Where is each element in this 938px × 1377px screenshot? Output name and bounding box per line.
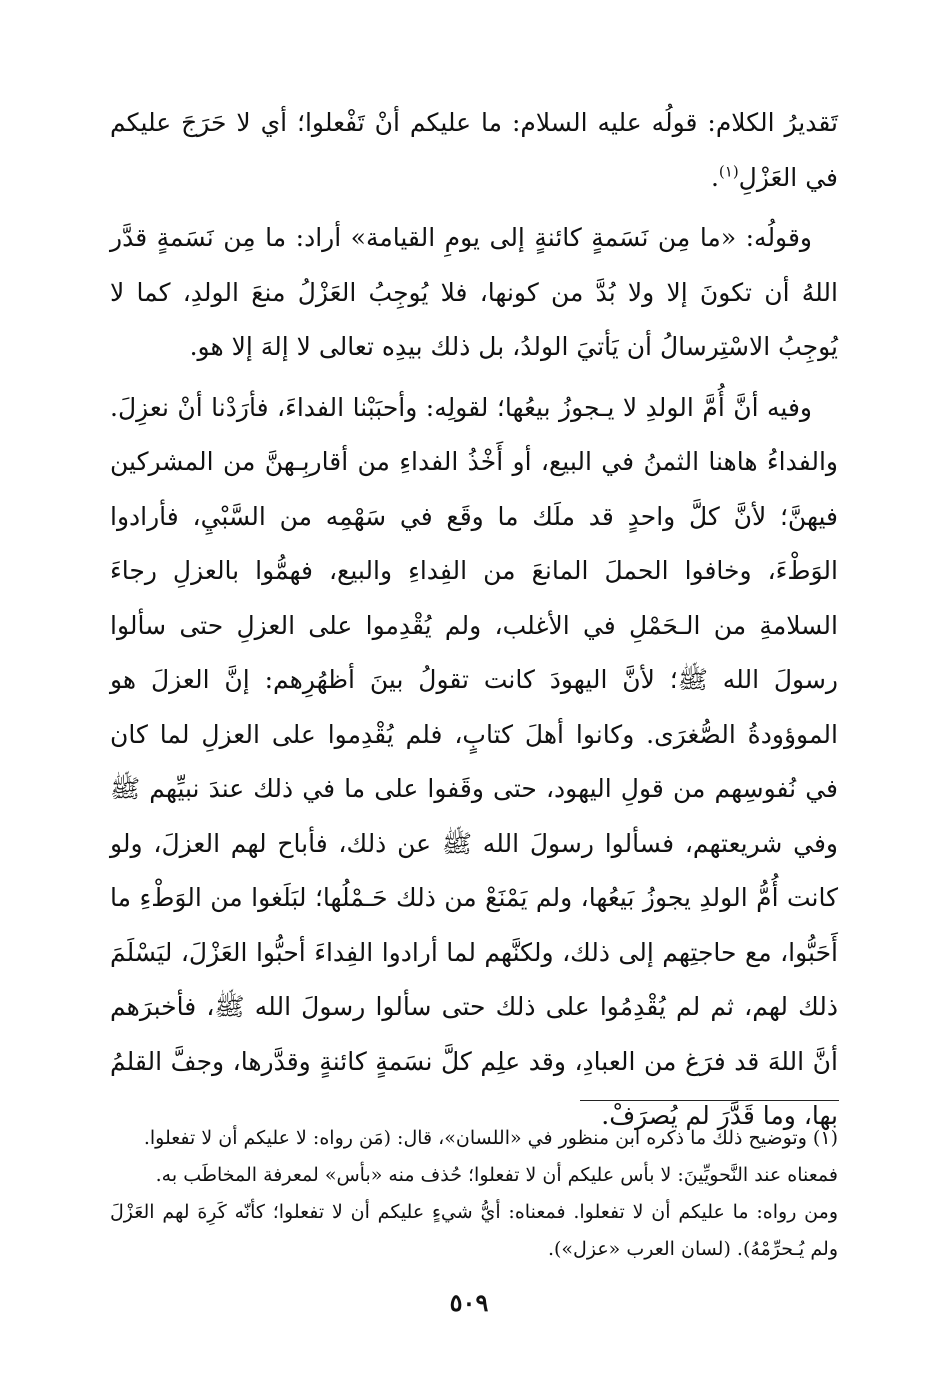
paragraph-1 [110, 96, 838, 205]
paragraph-2: وقولُه: «ما مِن نَسَمةٍ كائنةٍ إلى يومِ القيامة» أراد: ما مِن نَسَمةٍ قدَّر اللهُ أن تكونَ إلا ولا بُدَّ من كونها، فلا يُوجِبُ العَزْلُ منعَ الولدِ، كما لا يُوجِبُ الاسْتِرسالُ أن يَأتيَ الولدُ، بل ذلك بيدِه تعالى لا إلهَ إلا هو. [110, 223, 838, 361]
footnotes-block [110, 1120, 838, 1268]
paragraph-3: وفيه أنَّ أُمَّ الولدِ لا يـجوزُ بيعُها؛ لقولِه: وأحبَبْنا الفداءَ، فأرَدْنا أنْ نعزِلَ. والفداءُ هاهنا الثمنُ في البيع، أو أَخْذُ الفداءِ من أقاربِـهنَّ من المشركين فيهنَّ؛ لأنَّ كلَّ واحدٍ قد ملَك ما وقَع في سَهْمِه من السَّبْيِ، فأرادوا الوَطْءَ، وخافوا الحملَ المانعَ من الفِداءِ والبيع، فهمُّوا بالعزلِ رجاءَ السلامةِ من الـحَمْلِ في الأغلب، ولم يُقْدِموا على العزلِ حتى سألوا رسولَ الله ﷺ؛ لأنَّ اليهودَ كانت تقولُ بينَ أظهُرِهم: إنَّ العزلَ هو الموؤودةُ الصُّغرَى. وكانوا أهلَ كتابٍ، فلم يُقْدِموا على العزلِ لما كان في نُفوسِهم من قولِ اليهود، حتى وقَفوا على ما في ذلك عندَ نبيِّهم ﷺ وفي شريعتهم، فسألوا رسولَ الله ﷺ عن ذلك، فأباح لهم العزلَ، ولو كانت أُمُّ الولدِ يجوزُ بَيعُها، ولم يَمْنَعْ من ذلك حَـمْلُها؛ لبَلَغوا من الوَطْءِ ما أَحَبُّوا، مع حاجتِهم إلى ذلك، ولكنَّهم لما أرادوا الفِداءَ أحبُّوا العَزْلَ، ليَسْلَمَ ذلك لهم، ثم لم يُقْدِمُوا على ذلك حتى سألوا رسولَ الله ﷺ، فأخبرَهم أنَّ اللهَ قد فرَغ من العبادِ، وقد علِم كلَّ نسَمةٍ كائنةٍ وقدَّرها، وجفَّ القلمُ بها، وما قَدَّرَ لم يُصرَفْ. [110, 392, 838, 1130]
footnote-line-2: فمعناه عند النَّحويِّينَ: لا بأس عليكم أن لا تفعلوا؛ حُذف منه «بأس» لمعرفة المخاطَب به. [155, 1164, 838, 1186]
footnote-line-1: (١) وتوضيح ذلك ما ذكره ابن منظور في «اللسان»، قال: (مَن رواه: لا عليكم أن لا تفعلوا. [143, 1127, 838, 1149]
footnote-line-3: ومن رواه: ما عليكم أن لا تفعلوا. فمعناه: أيُّ شيءٍ عليكم أن لا تفعلوا؛ كأنّه كَرِهَ لهم العَزْلَ ولم يُـحرِّمْهُ). (لسان العرب «عزل»). [110, 1201, 838, 1260]
paragraph-1-text: تَقديرُ الكلام: قولُه عليه السلام: ما عليكم أنْ تَفْعلوا؛ أي لا حَرَجَ عليكم في العَزْلِ [110, 108, 838, 192]
main-text-block [110, 96, 838, 1144]
paragraph-1-tail: . [710, 162, 719, 192]
footnote-divider [580, 1100, 839, 1101]
page-number: ٥٠٩ [449, 1288, 489, 1317]
footnote-reference[interactable]: (١) [718, 162, 739, 181]
